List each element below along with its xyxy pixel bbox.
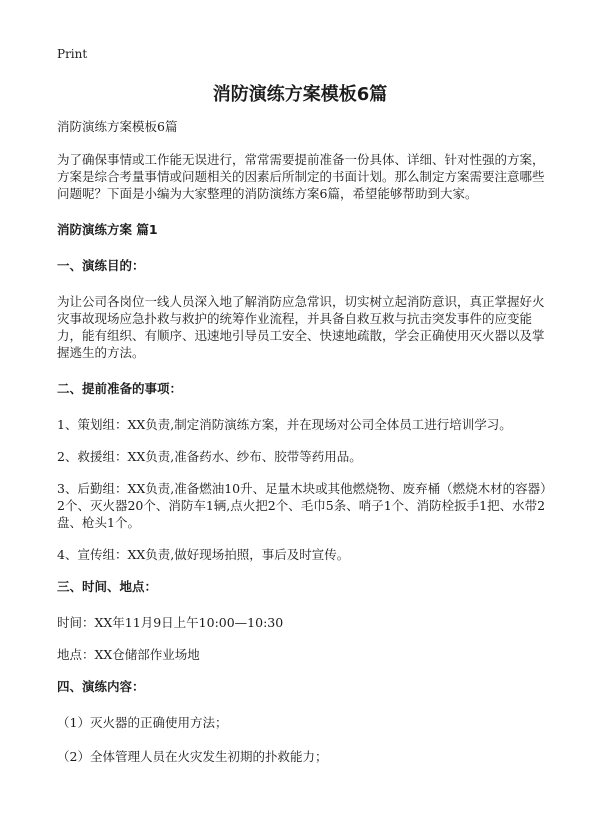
prep-item: 1、策划组：XX负责,制定消防演练方案，并在现场对公司全体员工进行培训学习。 (57, 417, 512, 432)
place-text: 地点：XX仓储部作业场地 (57, 647, 200, 662)
content-heading: 四、演练内容： (57, 679, 145, 694)
print-link[interactable]: Print (57, 47, 88, 61)
content-item: （1）灭火器的正确使用方法； (57, 715, 228, 730)
prep-item: 2、救援组：XX负责,准备药水、纱布、胶带等药用品。 (57, 449, 362, 464)
time-text: 时间：XX年11月9日上午10:00—10:30 (57, 615, 284, 630)
prep-item: 3、后勤组：XX负责,准备燃油10升、足量木块或其他燃烧物、废弃桶（燃烧木材的容器）2个、灭火器20个、消防车1辆,点火把2个、毛巾5条、哨子1个、消防栓扳手1把、水带2盘、枪头1个。 (57, 481, 547, 530)
document-body (57, 118, 547, 782)
prep-item: 4、宣传组：XX负责,做好现场拍照，事后及时宣传。 (57, 547, 350, 562)
intro-paragraph: 为了确保事情或工作能无误进行，常常需要提前准备一份具体、详细、针对性强的方案，方案是综合考量事情或问题相关的因素后所制定的书面计划。那么制定方案需要注意哪些问题呢？下面是小编为大家整理的消防演练方案6篇，希望能够帮助到大家。 (57, 152, 545, 201)
goal-heading: 一、演练目的： (57, 258, 145, 273)
goal-paragraph: 为让公司各岗位一线人员深入地了解消防应急常识，切实树立起消防意识，真正掌握好火灾事故现场应急扑救与救护的统筹作业流程，并具备自救互救与抗击突发事件的应变能力，能有组织、有顺序、迅速地引导员工安全、快速地疏散，学会正确使用灭火器以及掌握逃生的方法。 (57, 294, 545, 360)
document-subtitle: 消防演练方案模板6篇 (57, 119, 178, 134)
prep-heading: 二、提前准备的事项： (57, 381, 183, 396)
document-title: 消防演练方案模板6篇 (212, 84, 388, 105)
time-place-heading: 三、时间、地点： (57, 579, 158, 594)
section-title: 消防演练方案 篇1 (57, 222, 158, 237)
content-item: （2）全体管理人员在火灾发生初期的扑救能力； (57, 749, 328, 764)
